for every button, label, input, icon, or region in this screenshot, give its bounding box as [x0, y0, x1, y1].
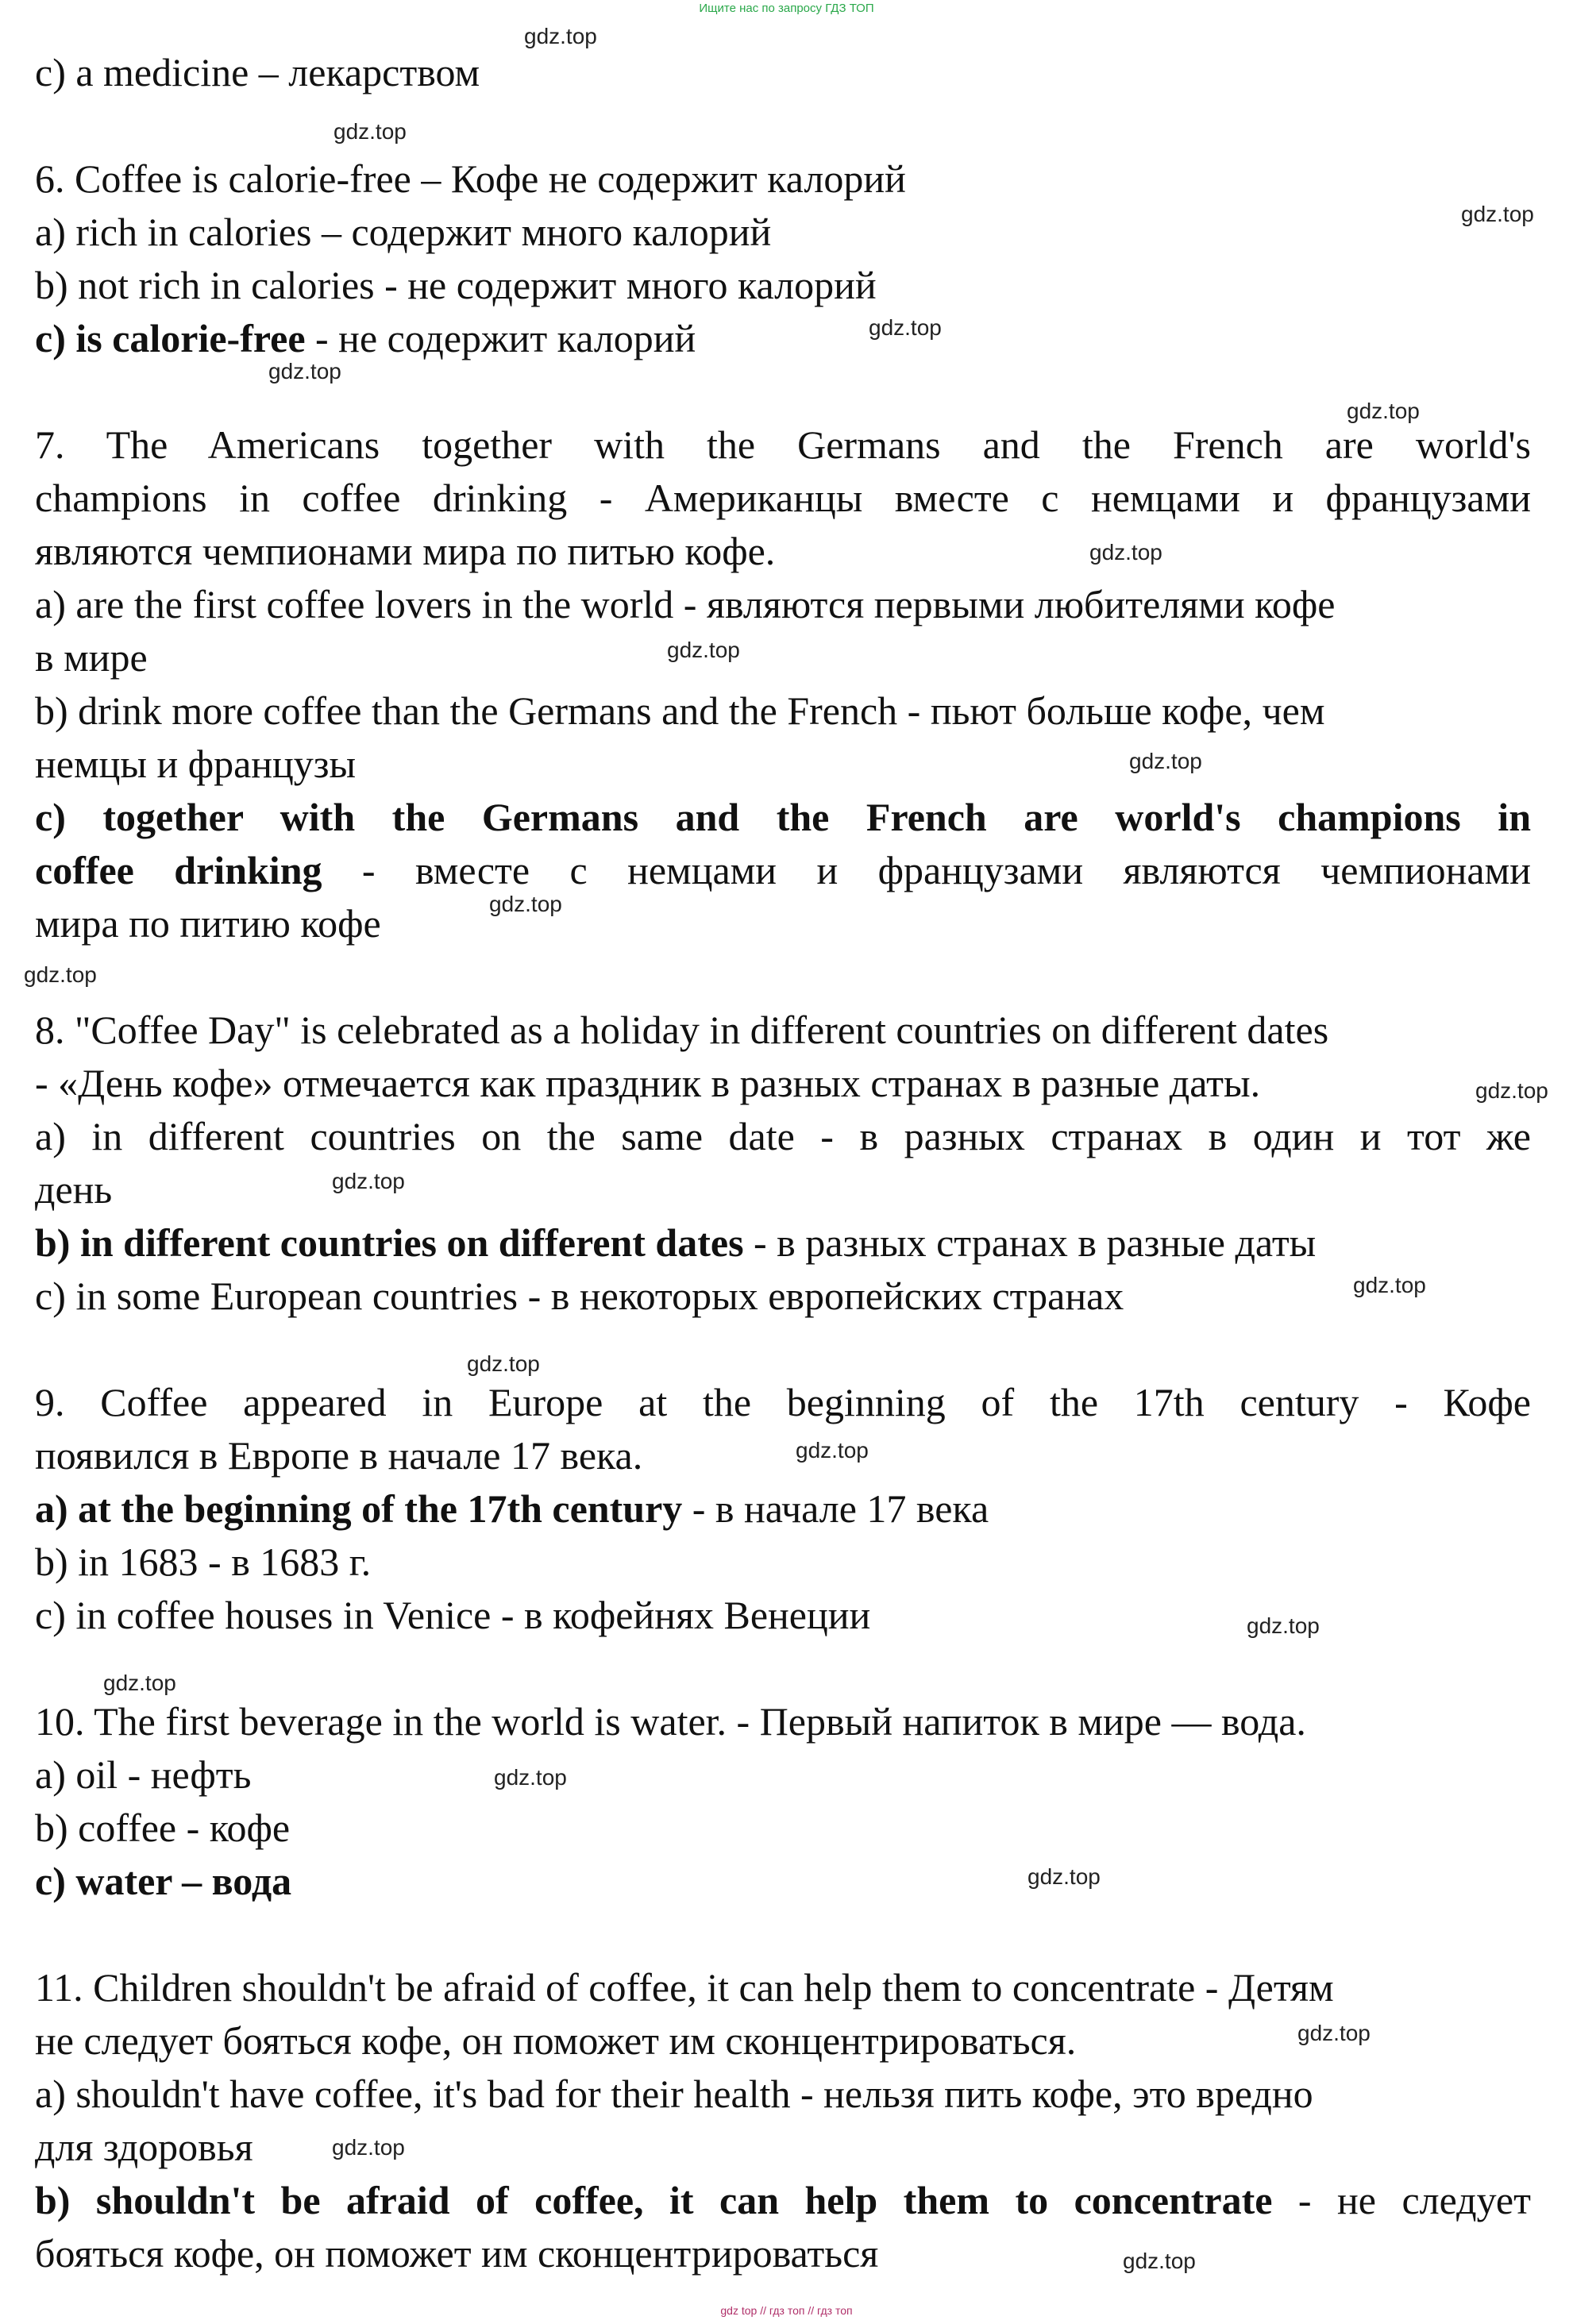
- answer-option: немцы и французы: [35, 742, 357, 786]
- watermark: gdz.top: [1027, 1864, 1101, 1889]
- answer-option: c) in coffee houses in Venice - в кофейнях Венеции: [35, 1593, 871, 1637]
- watermark: gdz.top: [1129, 749, 1202, 773]
- question-9: появился в Европе в начале 17 века.: [35, 1433, 643, 1478]
- correct-answer: мира по питию кофе: [35, 901, 381, 946]
- watermark: gdz.top: [467, 1351, 540, 1376]
- watermark: gdz.top: [1247, 1613, 1320, 1638]
- watermark: gdz.top: [333, 119, 407, 144]
- watermark: gdz.top: [103, 1671, 176, 1695]
- answer-option: день: [35, 1167, 113, 1212]
- question-7: 7. The Americans together with the Germans and the French are world's: [35, 422, 1531, 467]
- answer-option: в мире: [35, 635, 148, 680]
- question-11: 11. Children shouldn't be afraid of coffee, it can help them to concentrate - Детям: [35, 1965, 1334, 2010]
- answer-option: для здоровья: [35, 2125, 253, 2169]
- watermark: gdz.top: [332, 1169, 405, 1193]
- question-10: 10. The first beverage in the world is water. - Первый напиток в мире — вода.: [35, 1699, 1306, 1744]
- answer-option: a) in different countries on the same date - в разных странах в один и тот же: [35, 1114, 1531, 1158]
- top-banner: Ищите нас по запросу ГДЗ ТОП: [699, 2, 874, 15]
- watermark: gdz.top: [1089, 540, 1162, 565]
- answer-option: a) rich in calories – содержит много калорий: [35, 210, 772, 254]
- watermark: gdz.top: [1297, 2021, 1371, 2045]
- watermark: gdz.top: [667, 638, 740, 662]
- watermark: gdz.top: [332, 2135, 405, 2160]
- correct-answer: c) is calorie-free - не содержит калорий: [35, 316, 696, 360]
- correct-answer: b) in different countries on different dates - в разных странах в разные даты: [35, 1220, 1317, 1265]
- answer-option: a) shouldn't have coffee, it's bad for their health - нельзя пить кофе, это вредно: [35, 2072, 1313, 2116]
- correct-answer: бояться кофе, он поможет им сконцентрироваться: [35, 2231, 879, 2276]
- watermark: gdz.top: [1461, 202, 1534, 226]
- question-7: являются чемпионами мира по питью кофе.: [35, 529, 776, 573]
- answer-option: b) coffee - кофе: [35, 1806, 291, 1850]
- answer-option: b) not rich in calories - не содержит много калорий: [35, 263, 877, 307]
- question-6: 6. Coffee is calorie-free – Кофе не содержит калорий: [35, 156, 906, 201]
- watermark: gdz.top: [524, 24, 597, 48]
- document-body: [35, 46, 1531, 2280]
- question-7: champions in coffee drinking - Американцы вместе с немцами и французами: [35, 476, 1531, 520]
- answer-option: c) a medicine – лекарством: [35, 50, 480, 94]
- answer-option: b) drink more coffee than the Germans and the French - пьют больше кофе, чем: [35, 688, 1325, 733]
- correct-answer: a) at the beginning of the 17th century - в начале 17 века: [35, 1486, 989, 1531]
- watermark: gdz.top: [796, 1438, 869, 1463]
- watermark: gdz.top: [1353, 1273, 1426, 1297]
- correct-answer: b) shouldn't be afraid of coffee, it can help them to concentrate - не следует: [35, 2178, 1531, 2222]
- watermark: gdz.top: [268, 359, 341, 383]
- watermark: gdz.top: [1475, 1078, 1548, 1103]
- answer-option: a) are the first coffee lovers in the world - являются первыми любителями кофе: [35, 582, 1336, 626]
- question-8: - «День кофе» отмечается как праздник в разных странах в разные даты.: [35, 1061, 1261, 1105]
- watermark: gdz.top: [1347, 399, 1420, 423]
- answer-option: a) oil - нефть: [35, 1752, 252, 1797]
- correct-answer: c) water – вода: [35, 1859, 292, 1903]
- question-11: не следует бояться кофе, он поможет им сконцентрироваться.: [35, 2018, 1077, 2063]
- watermark: gdz.top: [489, 892, 562, 916]
- question-9: 9. Coffee appeared in Europe at the beginning of the 17th century - Кофе: [35, 1380, 1531, 1424]
- correct-answer: c) together with the Germans and the French are world's champions in: [35, 795, 1531, 839]
- answer-option: b) in 1683 - в 1683 г.: [35, 1540, 372, 1584]
- watermark: gdz.top: [1123, 2249, 1196, 2273]
- question-8: 8. "Coffee Day" is celebrated as a holiday in different countries on different dates: [35, 1008, 1329, 1052]
- correct-answer: coffee drinking - вместе с немцами и французами являются чемпионами: [35, 848, 1532, 892]
- answer-option: c) in some European countries - в некоторых европейских странах: [35, 1274, 1124, 1318]
- footer: gdz top // гдз топ // гдз топ: [720, 2304, 853, 2317]
- watermark: gdz.top: [869, 315, 942, 340]
- watermark: gdz.top: [494, 1765, 567, 1790]
- watermark: gdz.top: [24, 962, 97, 987]
